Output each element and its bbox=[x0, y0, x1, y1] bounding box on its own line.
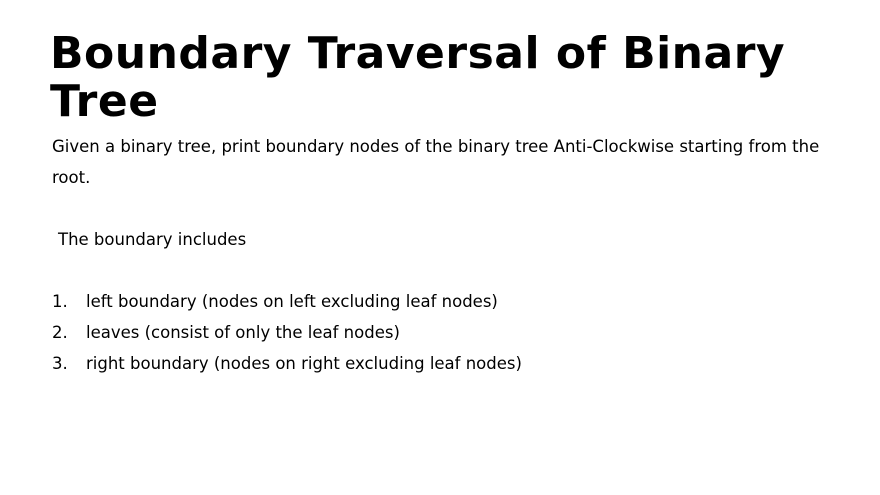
list-item bbox=[52, 348, 842, 379]
spacer bbox=[52, 255, 842, 286]
spacer bbox=[52, 193, 842, 224]
list-item-text: left boundary (nodes on left excluding leaf nodes) bbox=[86, 292, 498, 311]
intro-text: The boundary includes bbox=[58, 230, 247, 249]
description-text: Given a binary tree, print boundary nodes of the binary tree Anti-Clockwise starting from the root. bbox=[52, 137, 820, 187]
slide-body bbox=[52, 131, 842, 379]
list-item-number: 3. bbox=[52, 354, 68, 373]
list-item-number: 1. bbox=[52, 292, 68, 311]
slide-title: Boundary Traversal of Binary Tree bbox=[50, 28, 786, 127]
list-item-text: leaves (consist of only the leaf nodes) bbox=[86, 323, 400, 342]
list-item bbox=[52, 286, 842, 317]
list-item bbox=[52, 317, 842, 348]
list-item-number: 2. bbox=[52, 323, 68, 342]
boundary-list bbox=[52, 286, 842, 379]
list-item-text: right boundary (nodes on right excluding leaf nodes) bbox=[86, 354, 522, 373]
